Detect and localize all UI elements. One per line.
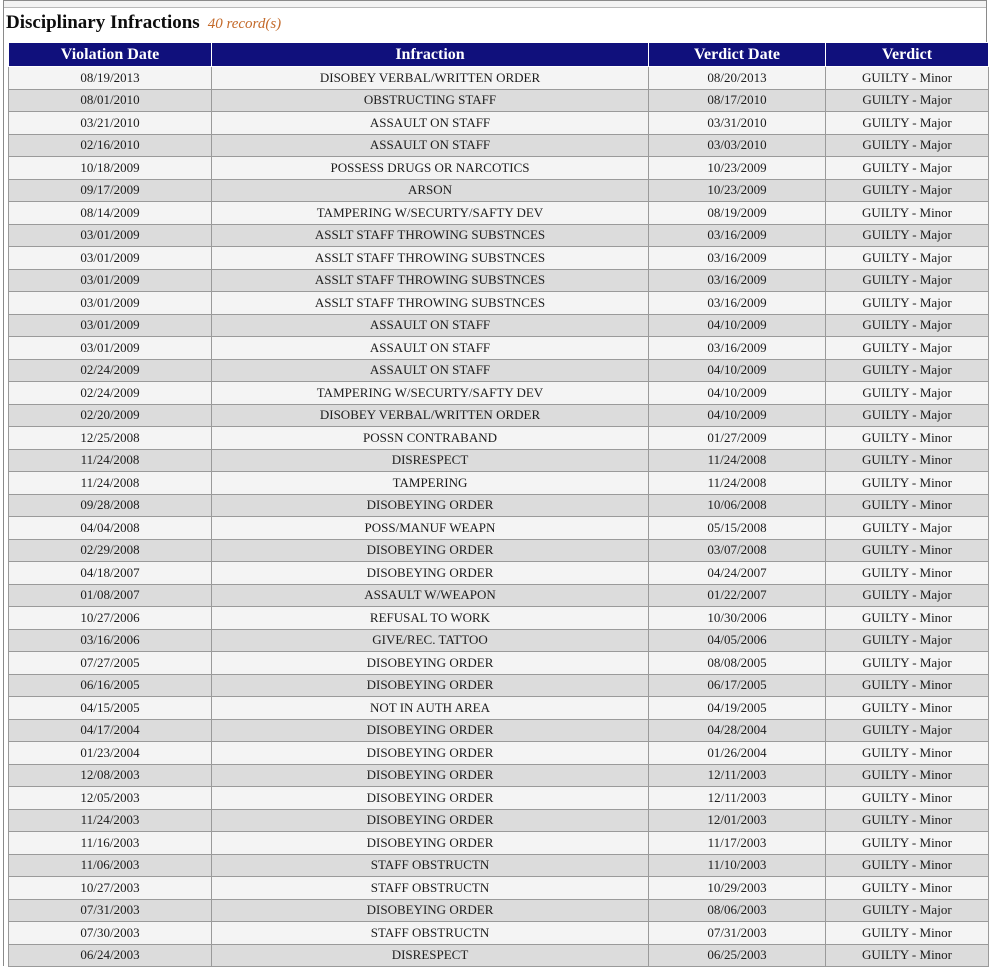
verdict-cell: GUILTY - Minor [826,472,989,495]
table-row [9,337,989,360]
table-row [9,629,989,652]
verdict-date-cell: 03/16/2009 [649,247,826,270]
infraction-cell: DISOBEYING ORDER [212,494,649,517]
table-row [9,269,989,292]
violation-date-cell: 03/01/2009 [9,337,212,360]
verdict-date-cell: 03/16/2009 [649,269,826,292]
verdict-cell: GUILTY - Minor [826,809,989,832]
column-header-infraction: Infraction [212,43,649,67]
violation-date-cell: 08/01/2010 [9,89,212,112]
violation-date-cell: 02/24/2009 [9,382,212,405]
violation-date-cell: 12/25/2008 [9,427,212,450]
verdict-date-cell: 04/24/2007 [649,562,826,585]
violation-date-cell: 03/01/2009 [9,314,212,337]
violation-date-cell: 04/04/2008 [9,517,212,540]
table-row [9,247,989,270]
violation-date-cell: 03/01/2009 [9,269,212,292]
verdict-date-cell: 12/01/2003 [649,809,826,832]
verdict-date-cell: 08/19/2009 [649,202,826,225]
table-row [9,652,989,675]
infraction-cell: ASSLT STAFF THROWING SUBSTNCES [212,247,649,270]
table-body [9,67,989,967]
verdict-date-cell: 12/11/2003 [649,787,826,810]
table-row [9,787,989,810]
verdict-date-cell: 10/29/2003 [649,877,826,900]
verdict-cell: GUILTY - Major [826,337,989,360]
violation-date-cell: 07/27/2005 [9,652,212,675]
infraction-cell: STAFF OBSTRUCTN [212,922,649,945]
verdict-cell: GUILTY - Minor [826,742,989,765]
infraction-cell: ARSON [212,179,649,202]
infraction-cell: ASSAULT ON STAFF [212,112,649,135]
top-divider [4,1,986,8]
table-row [9,179,989,202]
verdict-cell: GUILTY - Minor [826,539,989,562]
table-row [9,112,989,135]
infraction-cell: ASSLT STAFF THROWING SUBSTNCES [212,269,649,292]
infraction-cell: POSSN CONTRABAND [212,427,649,450]
verdict-cell: GUILTY - Major [826,247,989,270]
verdict-cell: GUILTY - Minor [826,877,989,900]
verdict-cell: GUILTY - Major [826,719,989,742]
infraction-cell: DISOBEYING ORDER [212,674,649,697]
table-row [9,472,989,495]
verdict-date-cell: 04/10/2009 [649,314,826,337]
table-row [9,877,989,900]
infraction-cell: DISOBEY VERBAL/WRITTEN ORDER [212,404,649,427]
infraction-cell: ASSLT STAFF THROWING SUBSTNCES [212,224,649,247]
table-row [9,314,989,337]
verdict-cell: GUILTY - Minor [826,202,989,225]
verdict-cell: GUILTY - Minor [826,67,989,90]
infraction-cell: ASSAULT W/WEAPON [212,584,649,607]
infraction-cell: DISOBEYING ORDER [212,742,649,765]
column-header-violation-date: Violation Date [9,43,212,67]
verdict-date-cell: 06/25/2003 [649,944,826,967]
verdict-cell: GUILTY - Major [826,134,989,157]
verdict-cell: GUILTY - Minor [826,607,989,630]
infraction-cell: TAMPERING W/SECURTY/SAFTY DEV [212,202,649,225]
table-row [9,584,989,607]
table-row [9,674,989,697]
verdict-cell: GUILTY - Major [826,292,989,315]
violation-date-cell: 10/27/2003 [9,877,212,900]
verdict-cell: GUILTY - Major [826,899,989,922]
infraction-cell: DISOBEYING ORDER [212,787,649,810]
verdict-date-cell: 06/17/2005 [649,674,826,697]
table-row [9,157,989,180]
violation-date-cell: 03/01/2009 [9,247,212,270]
violation-date-cell: 06/24/2003 [9,944,212,967]
verdict-date-cell: 10/23/2009 [649,157,826,180]
table-row [9,292,989,315]
infraction-cell: DISOBEYING ORDER [212,539,649,562]
verdict-date-cell: 11/24/2008 [649,472,826,495]
section-title: Disciplinary Infractions [6,12,200,33]
verdict-cell: GUILTY - Minor [826,449,989,472]
infraction-cell: DISOBEYING ORDER [212,832,649,855]
verdict-date-cell: 10/06/2008 [649,494,826,517]
table-row [9,494,989,517]
violation-date-cell: 06/16/2005 [9,674,212,697]
violation-date-cell: 08/14/2009 [9,202,212,225]
infraction-cell: DISOBEYING ORDER [212,899,649,922]
verdict-cell: GUILTY - Minor [826,674,989,697]
infraction-cell: DISOBEYING ORDER [212,652,649,675]
violation-date-cell: 02/29/2008 [9,539,212,562]
violation-date-cell: 11/24/2008 [9,472,212,495]
table-row [9,224,989,247]
verdict-cell: GUILTY - Major [826,157,989,180]
verdict-cell: GUILTY - Major [826,382,989,405]
violation-date-cell: 09/17/2009 [9,179,212,202]
violation-date-cell: 10/18/2009 [9,157,212,180]
verdict-cell: GUILTY - Major [826,314,989,337]
infraction-cell: TAMPERING W/SECURTY/SAFTY DEV [212,382,649,405]
table-header-row [9,43,989,67]
violation-date-cell: 02/16/2010 [9,134,212,157]
violation-date-cell: 07/30/2003 [9,922,212,945]
infraction-cell: ASSAULT ON STAFF [212,314,649,337]
table-row [9,607,989,630]
verdict-cell: GUILTY - Minor [826,764,989,787]
verdict-cell: GUILTY - Major [826,89,989,112]
table-row [9,944,989,967]
table-row [9,809,989,832]
violation-date-cell: 07/31/2003 [9,899,212,922]
verdict-cell: GUILTY - Minor [826,832,989,855]
verdict-cell: GUILTY - Major [826,629,989,652]
infraction-cell: DISOBEYING ORDER [212,719,649,742]
violation-date-cell: 11/24/2003 [9,809,212,832]
verdict-cell: GUILTY - Minor [826,562,989,585]
infraction-cell: DISOBEYING ORDER [212,562,649,585]
verdict-cell: GUILTY - Major [826,517,989,540]
violation-date-cell: 11/24/2008 [9,449,212,472]
violation-date-cell: 03/01/2009 [9,292,212,315]
table-row [9,404,989,427]
infraction-cell: ASSAULT ON STAFF [212,337,649,360]
violation-date-cell: 10/27/2006 [9,607,212,630]
verdict-date-cell: 04/10/2009 [649,382,826,405]
verdict-date-cell: 04/19/2005 [649,697,826,720]
violation-date-cell: 03/16/2006 [9,629,212,652]
table-row [9,134,989,157]
violation-date-cell: 11/06/2003 [9,854,212,877]
verdict-date-cell: 04/10/2009 [649,359,826,382]
verdict-cell: GUILTY - Major [826,652,989,675]
verdict-date-cell: 12/11/2003 [649,764,826,787]
verdict-cell: GUILTY - Major [826,584,989,607]
table-row [9,449,989,472]
table-row [9,854,989,877]
violation-date-cell: 09/28/2008 [9,494,212,517]
verdict-date-cell: 01/26/2004 [649,742,826,765]
violation-date-cell: 08/19/2013 [9,67,212,90]
verdict-date-cell: 08/20/2013 [649,67,826,90]
violation-date-cell: 12/08/2003 [9,764,212,787]
verdict-cell: GUILTY - Minor [826,787,989,810]
table-row [9,539,989,562]
infraction-cell: STAFF OBSTRUCTN [212,854,649,877]
verdict-cell: GUILTY - Minor [826,922,989,945]
verdict-date-cell: 03/16/2009 [649,337,826,360]
violation-date-cell: 01/08/2007 [9,584,212,607]
table-row [9,202,989,225]
infraction-cell: POSSESS DRUGS OR NARCOTICS [212,157,649,180]
verdict-date-cell: 10/23/2009 [649,179,826,202]
verdict-cell: GUILTY - Major [826,224,989,247]
verdict-date-cell: 11/24/2008 [649,449,826,472]
verdict-cell: GUILTY - Minor [826,944,989,967]
infraction-cell: OBSTRUCTING STAFF [212,89,649,112]
table-row [9,719,989,742]
table-row [9,697,989,720]
violation-date-cell: 01/23/2004 [9,742,212,765]
verdict-date-cell: 04/28/2004 [649,719,826,742]
verdict-date-cell: 08/17/2010 [649,89,826,112]
verdict-cell: GUILTY - Major [826,269,989,292]
verdict-cell: GUILTY - Major [826,179,989,202]
verdict-date-cell: 01/27/2009 [649,427,826,450]
infraction-cell: ASSAULT ON STAFF [212,134,649,157]
verdict-date-cell: 01/22/2007 [649,584,826,607]
violation-date-cell: 11/16/2003 [9,832,212,855]
table-row [9,89,989,112]
table-row [9,742,989,765]
column-header-verdict-date: Verdict Date [649,43,826,67]
verdict-date-cell: 08/06/2003 [649,899,826,922]
table-row [9,764,989,787]
table-row [9,922,989,945]
verdict-date-cell: 11/17/2003 [649,832,826,855]
table-row [9,67,989,90]
violation-date-cell: 04/15/2005 [9,697,212,720]
infraction-cell: POSS/MANUF WEAPN [212,517,649,540]
infraction-cell: DISRESPECT [212,449,649,472]
verdict-cell: GUILTY - Minor [826,427,989,450]
column-header-verdict: Verdict [826,43,989,67]
violation-date-cell: 03/01/2009 [9,224,212,247]
infraction-cell: GIVE/REC. TATTOO [212,629,649,652]
infractions-table [8,42,989,967]
section-header [6,10,281,36]
infraction-cell: DISOBEYING ORDER [212,764,649,787]
infraction-cell: DISOBEYING ORDER [212,809,649,832]
violation-date-cell: 02/24/2009 [9,359,212,382]
table-row [9,359,989,382]
violation-date-cell: 04/18/2007 [9,562,212,585]
table-row [9,899,989,922]
verdict-date-cell: 11/10/2003 [649,854,826,877]
verdict-date-cell: 07/31/2003 [649,922,826,945]
verdict-cell: GUILTY - Major [826,112,989,135]
verdict-date-cell: 03/16/2009 [649,292,826,315]
infraction-cell: REFUSAL TO WORK [212,607,649,630]
infraction-cell: NOT IN AUTH AREA [212,697,649,720]
infraction-cell: STAFF OBSTRUCTN [212,877,649,900]
table-row [9,382,989,405]
verdict-date-cell: 03/16/2009 [649,224,826,247]
verdict-cell: GUILTY - Minor [826,494,989,517]
violation-date-cell: 12/05/2003 [9,787,212,810]
verdict-date-cell: 08/08/2005 [649,652,826,675]
violation-date-cell: 02/20/2009 [9,404,212,427]
verdict-cell: GUILTY - Minor [826,697,989,720]
verdict-date-cell: 04/05/2006 [649,629,826,652]
verdict-date-cell: 04/10/2009 [649,404,826,427]
violation-date-cell: 04/17/2004 [9,719,212,742]
table-row [9,517,989,540]
infraction-cell: DISRESPECT [212,944,649,967]
verdict-cell: GUILTY - Major [826,404,989,427]
verdict-date-cell: 10/30/2006 [649,607,826,630]
verdict-date-cell: 03/31/2010 [649,112,826,135]
infraction-cell: ASSAULT ON STAFF [212,359,649,382]
table-row [9,562,989,585]
infraction-cell: DISOBEY VERBAL/WRITTEN ORDER [212,67,649,90]
infraction-cell: TAMPERING [212,472,649,495]
violation-date-cell: 03/21/2010 [9,112,212,135]
table-row [9,832,989,855]
verdict-cell: GUILTY - Major [826,359,989,382]
verdict-date-cell: 05/15/2008 [649,517,826,540]
verdict-date-cell: 03/07/2008 [649,539,826,562]
verdict-date-cell: 03/03/2010 [649,134,826,157]
verdict-cell: GUILTY - Minor [826,854,989,877]
record-count: 40 record(s) [207,16,282,32]
table-row [9,427,989,450]
infraction-cell: ASSLT STAFF THROWING SUBSTNCES [212,292,649,315]
